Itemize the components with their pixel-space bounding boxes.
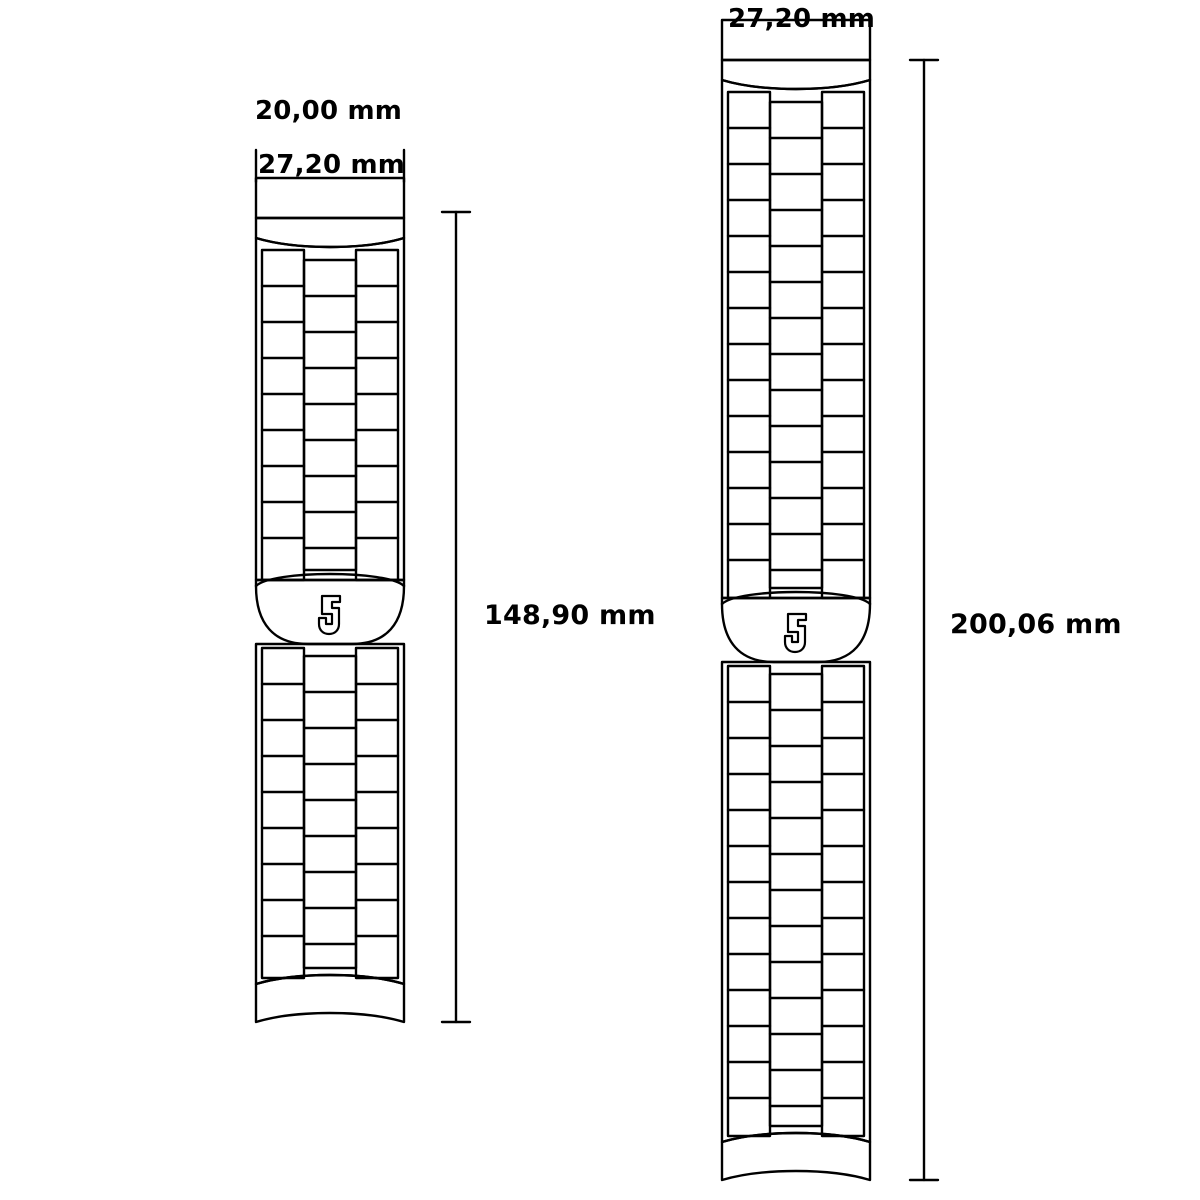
left-dimension-lines (256, 150, 470, 1022)
right-body-top (722, 80, 870, 598)
right-bracelet-drawing (722, 20, 870, 1180)
right-dimension-lines (910, 60, 938, 1180)
left-links-outer-top (262, 250, 304, 580)
left-links-outer-top-right (356, 250, 398, 580)
right-links-outer-top-left (728, 92, 770, 598)
right-clasp-logo (785, 614, 806, 652)
right-links-outer-bottom-left (728, 666, 770, 1136)
left-links-outer-bottom-right (356, 648, 398, 978)
left-length-label: 148,90 mm (484, 600, 656, 631)
left-links-center-top (304, 260, 356, 570)
left-links-outer-bottom (262, 648, 304, 978)
left-width-outer-label: 20,00 mm (255, 96, 403, 126)
right-links-center-top (770, 102, 822, 588)
right-width-label: 27,20 mm (728, 4, 876, 34)
right-length-label: 200,06 mm (950, 609, 1122, 640)
right-links-outer-top-right (822, 92, 864, 598)
left-body-top (256, 238, 404, 580)
right-links-outer-bottom-right (822, 666, 864, 1136)
left-width-inner-label: 27,20 mm (258, 150, 406, 180)
left-body-bottom (256, 644, 404, 984)
left-clasp-logo (319, 596, 340, 634)
left-end-cap-bottom (256, 975, 404, 1022)
left-lug-top (256, 178, 404, 218)
right-end-cap-bottom (722, 1133, 870, 1180)
right-links-center-bottom (770, 674, 822, 1126)
left-links-center-bottom (304, 656, 356, 968)
left-bracelet-drawing (256, 178, 404, 1022)
